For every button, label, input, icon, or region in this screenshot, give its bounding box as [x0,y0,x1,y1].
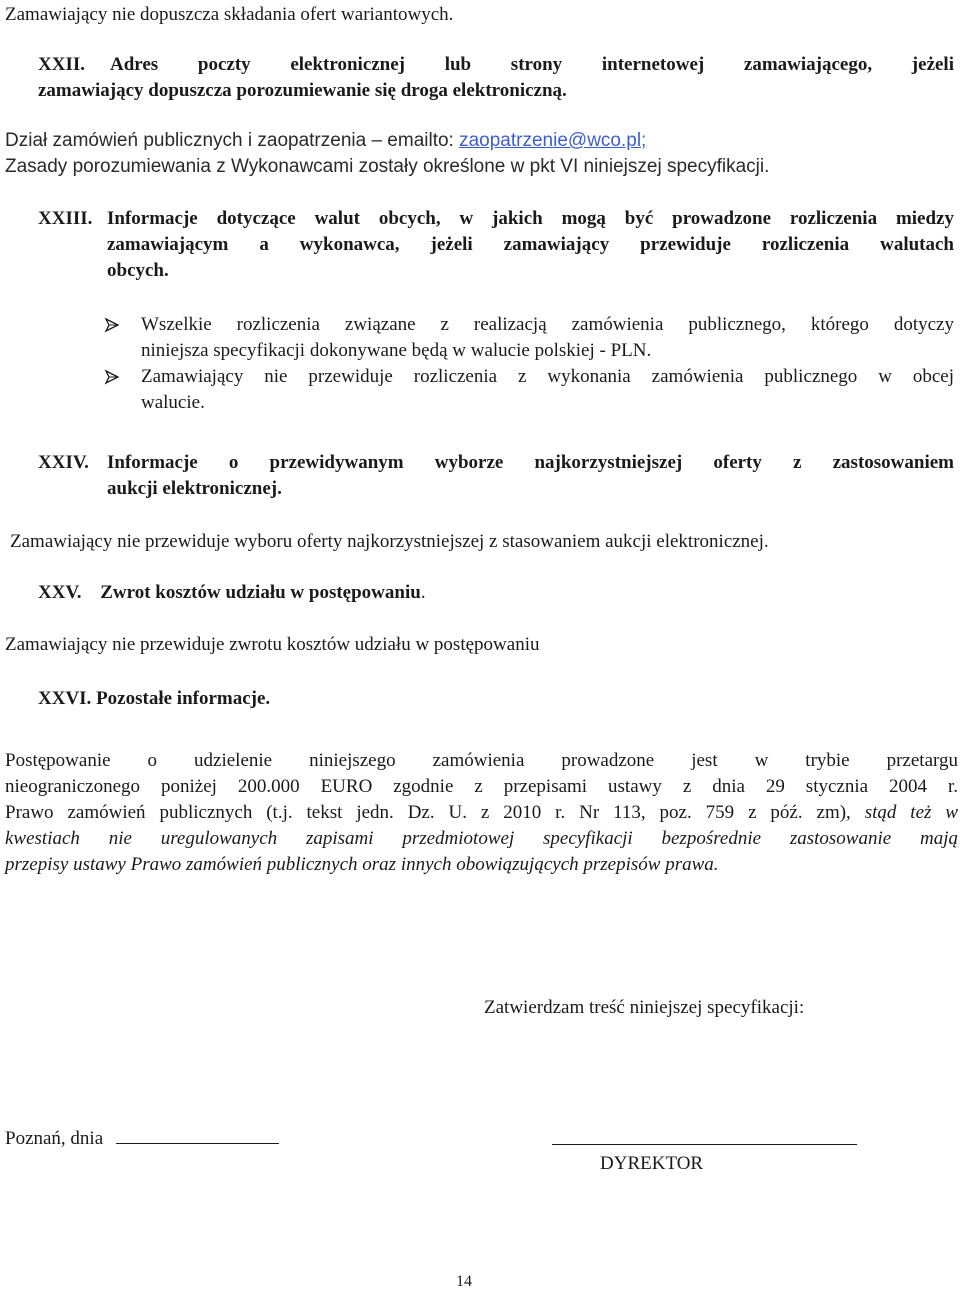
signature-line [552,1128,857,1145]
bullet-line: walucie. [141,392,205,413]
heading-text [107,206,954,284]
section-23-heading [38,206,954,284]
place-date-label: Poznań, dnia [5,1128,104,1149]
paragraph-line: nieograniczonego poniżej 200.000 EURO zgodnie z przepisami ustawy z dnia 29 stycznia 2004 r. [5,776,958,797]
section-22-heading [38,52,954,78]
heading-tail: . [420,582,426,603]
currency-bullet-list [104,312,954,416]
email-link[interactable]: zaopatrzenie@wco.pl; [459,130,647,151]
contact-line [5,128,646,154]
other-info-paragraph [5,748,958,878]
bullet-line: niniejsza specyfikacji dokonywane będą w walucie polskiej - PLN. [141,340,652,361]
section-number: XXIII. [38,208,93,229]
heading-text [107,450,954,502]
contact-prefix: Dział zamówień publicznych i zaopatrzenia – emailto: [5,130,460,151]
communication-rules: Zasady porozumiewania z Wykonawcami zostały określone w pkt VI niniejszej specyfikacji. [5,156,770,177]
place-date-line [5,1125,279,1152]
section-25-heading [38,580,426,606]
heading-line: Informacje dotyczące walut obcych, w jakich mogą być prowadzone rozliczenia miedzy [107,208,954,229]
bullet-line: Zamawiający nie przewiduje rozliczenia z wykonania zamówienia publicznego w obcej [141,366,954,387]
section-number: XXV. [38,582,82,603]
paragraph-line: Postępowanie o udzielenie niniejszego zamówienia prowadzone jest w trybie przetargu [5,750,958,771]
date-blank-line [116,1125,279,1144]
paragraph-line [5,800,958,826]
arrow-bullet-icon [104,369,120,385]
paragraph-text: Prawo zamówień publicznych (t.j. tekst jedn. Dz. U. z 2010 r. Nr 113, poz. 759 z póź. zm), [5,802,865,823]
auction-note: Zamawiający nie przewiduje wyboru oferty najkorzystniejszej z stasowaniem aukcji elektronicznej. [10,531,769,552]
variant-offers-note: Zamawiający nie dopuszcza składania ofert wariantowych. [5,4,454,25]
signatory-role: DYREKTOR [600,1153,704,1174]
approval-statement: Zatwierdzam treść niniejszej specyfikacji: [484,997,805,1018]
paragraph-line: przepisy ustawy Prawo zamówień publicznych oraz innych obowiązujących przepisów prawa. [5,854,719,875]
heading-line: zamawiającym a wykonawca, jeżeli zamawiający przewiduje rozliczenia walutach [107,234,954,255]
heading-text: Pozostałe informacje. [96,688,271,709]
heading-line: aukcji elektronicznej. [107,478,282,499]
page-number: 14 [456,1273,472,1290]
section-22-heading-cont: zamawiający dopuszcza porozumiewanie się droga elektroniczną. [38,80,567,101]
bullet-line: Wszelkie rozliczenia związane z realizacją zamówienia publicznego, którego dotyczy [141,314,954,335]
arrow-bullet-icon [104,317,120,333]
heading-line: Adres poczty elektronicznej lub strony internetowej zamawiającego, jeżeli [110,54,954,75]
heading-text: Zwrot kosztów udziału w postępowaniu [100,582,421,603]
paragraph-italic: stąd też w [864,802,959,823]
section-number: XXVI. [38,688,92,709]
list-item [104,364,954,416]
section-24-heading [38,450,954,502]
heading-line: obcych. [107,260,169,281]
costs-note: Zamawiający nie przewiduje zwrotu kosztów udziału w postępowaniu [5,634,540,655]
section-number: XXIV. [38,452,89,473]
list-item [104,312,954,364]
heading-line: Informacje o przewidywanym wyborze najkorzystniejszej oferty z zastosowaniem [107,452,954,473]
paragraph-line: kwestiach nie uregulowanych zapisami przedmiotowej specyfikacji bezpośrednie zastosowanie mają [5,828,958,849]
section-number: XXII. [38,54,85,75]
section-26-heading [38,686,270,712]
